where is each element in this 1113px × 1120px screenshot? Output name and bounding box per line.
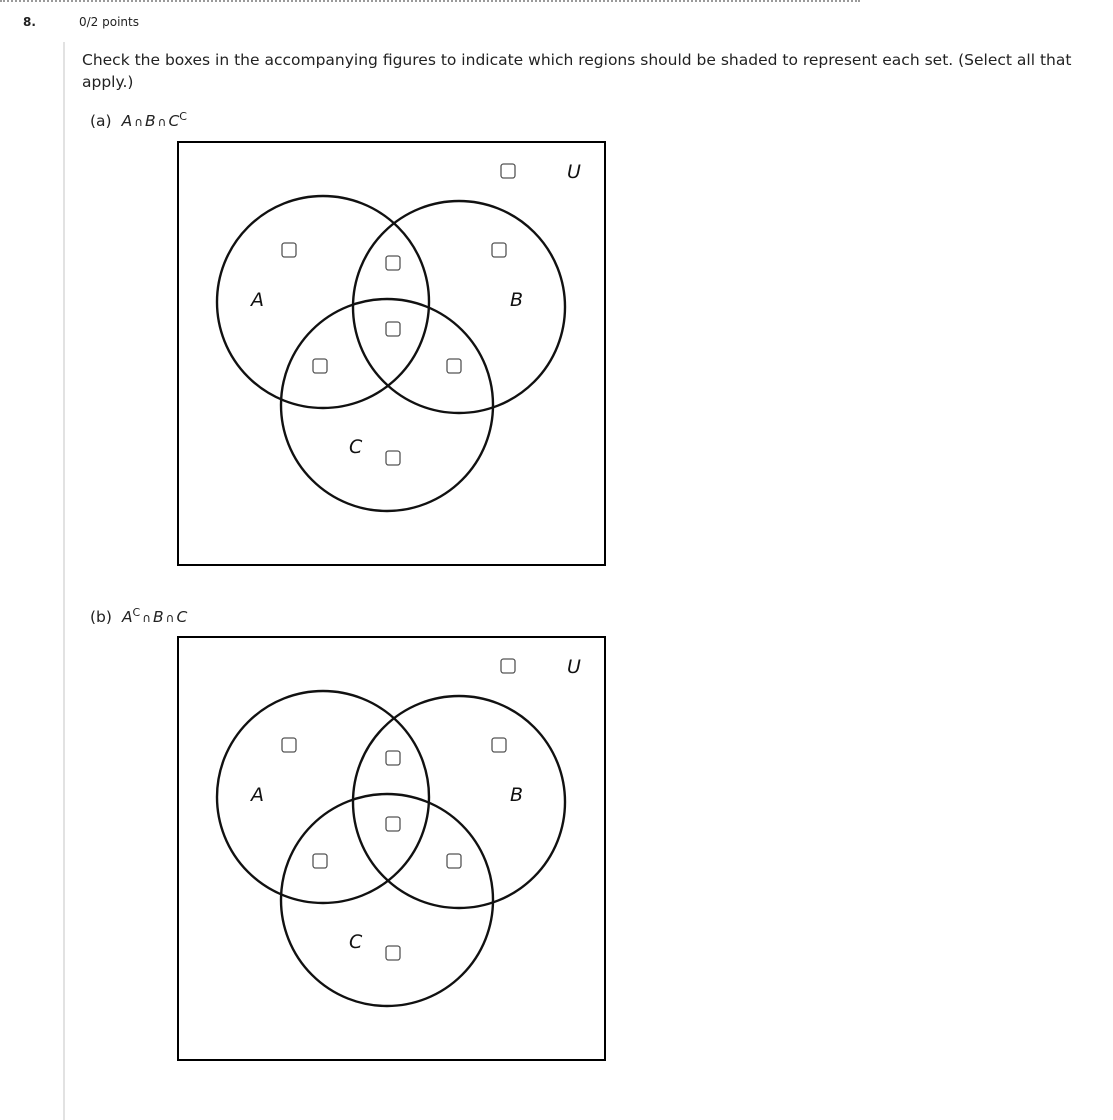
part-a-set-1: A bbox=[121, 112, 133, 131]
checkbox-outside[interactable] bbox=[501, 164, 515, 178]
part-b-label bbox=[90, 606, 187, 626]
part-b-letter: (b) bbox=[90, 608, 112, 627]
checkbox-a-b-c[interactable] bbox=[386, 817, 400, 831]
checkbox-a-and-b[interactable] bbox=[386, 256, 400, 270]
label-u: U bbox=[567, 656, 581, 678]
checkbox-a-only[interactable] bbox=[282, 738, 296, 752]
checkbox-b-and-c[interactable] bbox=[447, 359, 461, 373]
checkbox-a-b-c[interactable] bbox=[386, 322, 400, 336]
top-divider bbox=[0, 0, 860, 2]
part-b-op-1: ∩ bbox=[142, 611, 152, 626]
part-b-expression bbox=[122, 608, 187, 626]
label-a: A bbox=[251, 784, 264, 806]
part-a-letter: (a) bbox=[90, 112, 112, 131]
left-divider bbox=[63, 42, 65, 1120]
checkbox-a-and-c[interactable] bbox=[313, 359, 327, 373]
venn-b-svg bbox=[177, 636, 607, 1062]
venn-a-svg bbox=[177, 141, 607, 567]
checkbox-c-only[interactable] bbox=[386, 946, 400, 960]
checkbox-outside[interactable] bbox=[501, 659, 515, 673]
venn-diagram-b bbox=[177, 636, 607, 1062]
part-a-op-1: ∩ bbox=[134, 115, 143, 130]
label-c: C bbox=[349, 436, 363, 458]
venn-diagram-a bbox=[177, 141, 607, 567]
part-b-op-2: ∩ bbox=[165, 611, 175, 626]
part-b-set-2: B bbox=[153, 608, 164, 627]
label-b: B bbox=[510, 289, 524, 311]
checkbox-a-and-b[interactable] bbox=[386, 751, 400, 765]
question-points: 0/2 points bbox=[79, 15, 139, 29]
checkbox-b-only[interactable] bbox=[492, 243, 506, 257]
question-number: 8. bbox=[23, 15, 36, 29]
label-b: B bbox=[510, 784, 524, 806]
checkbox-a-and-c[interactable] bbox=[313, 854, 327, 868]
universe-box bbox=[178, 637, 605, 1060]
part-a-set-2: B bbox=[145, 112, 156, 131]
part-a-complement-mark: C bbox=[179, 110, 187, 123]
part-a-op-2: ∩ bbox=[157, 115, 167, 130]
checkbox-b-only[interactable] bbox=[492, 738, 506, 752]
checkbox-b-and-c[interactable] bbox=[447, 854, 461, 868]
question-prompt: Check the boxes in the accompanying figures to indicate which regions should be shaded to represent each set. (Select all that apply.) bbox=[82, 51, 1072, 91]
universe-box bbox=[178, 142, 605, 565]
label-u: U bbox=[567, 161, 581, 183]
part-b-complement-mark: C bbox=[132, 606, 141, 619]
checkbox-a-only[interactable] bbox=[282, 243, 296, 257]
label-a: A bbox=[251, 289, 264, 311]
checkbox-c-only[interactable] bbox=[386, 451, 400, 465]
part-b-set-1: A bbox=[121, 608, 133, 627]
part-a-label bbox=[90, 110, 187, 130]
part-a-expression bbox=[122, 112, 187, 130]
part-b-set-3: C bbox=[176, 608, 188, 627]
part-a-set-3: C bbox=[168, 112, 180, 131]
label-c: C bbox=[349, 931, 363, 953]
